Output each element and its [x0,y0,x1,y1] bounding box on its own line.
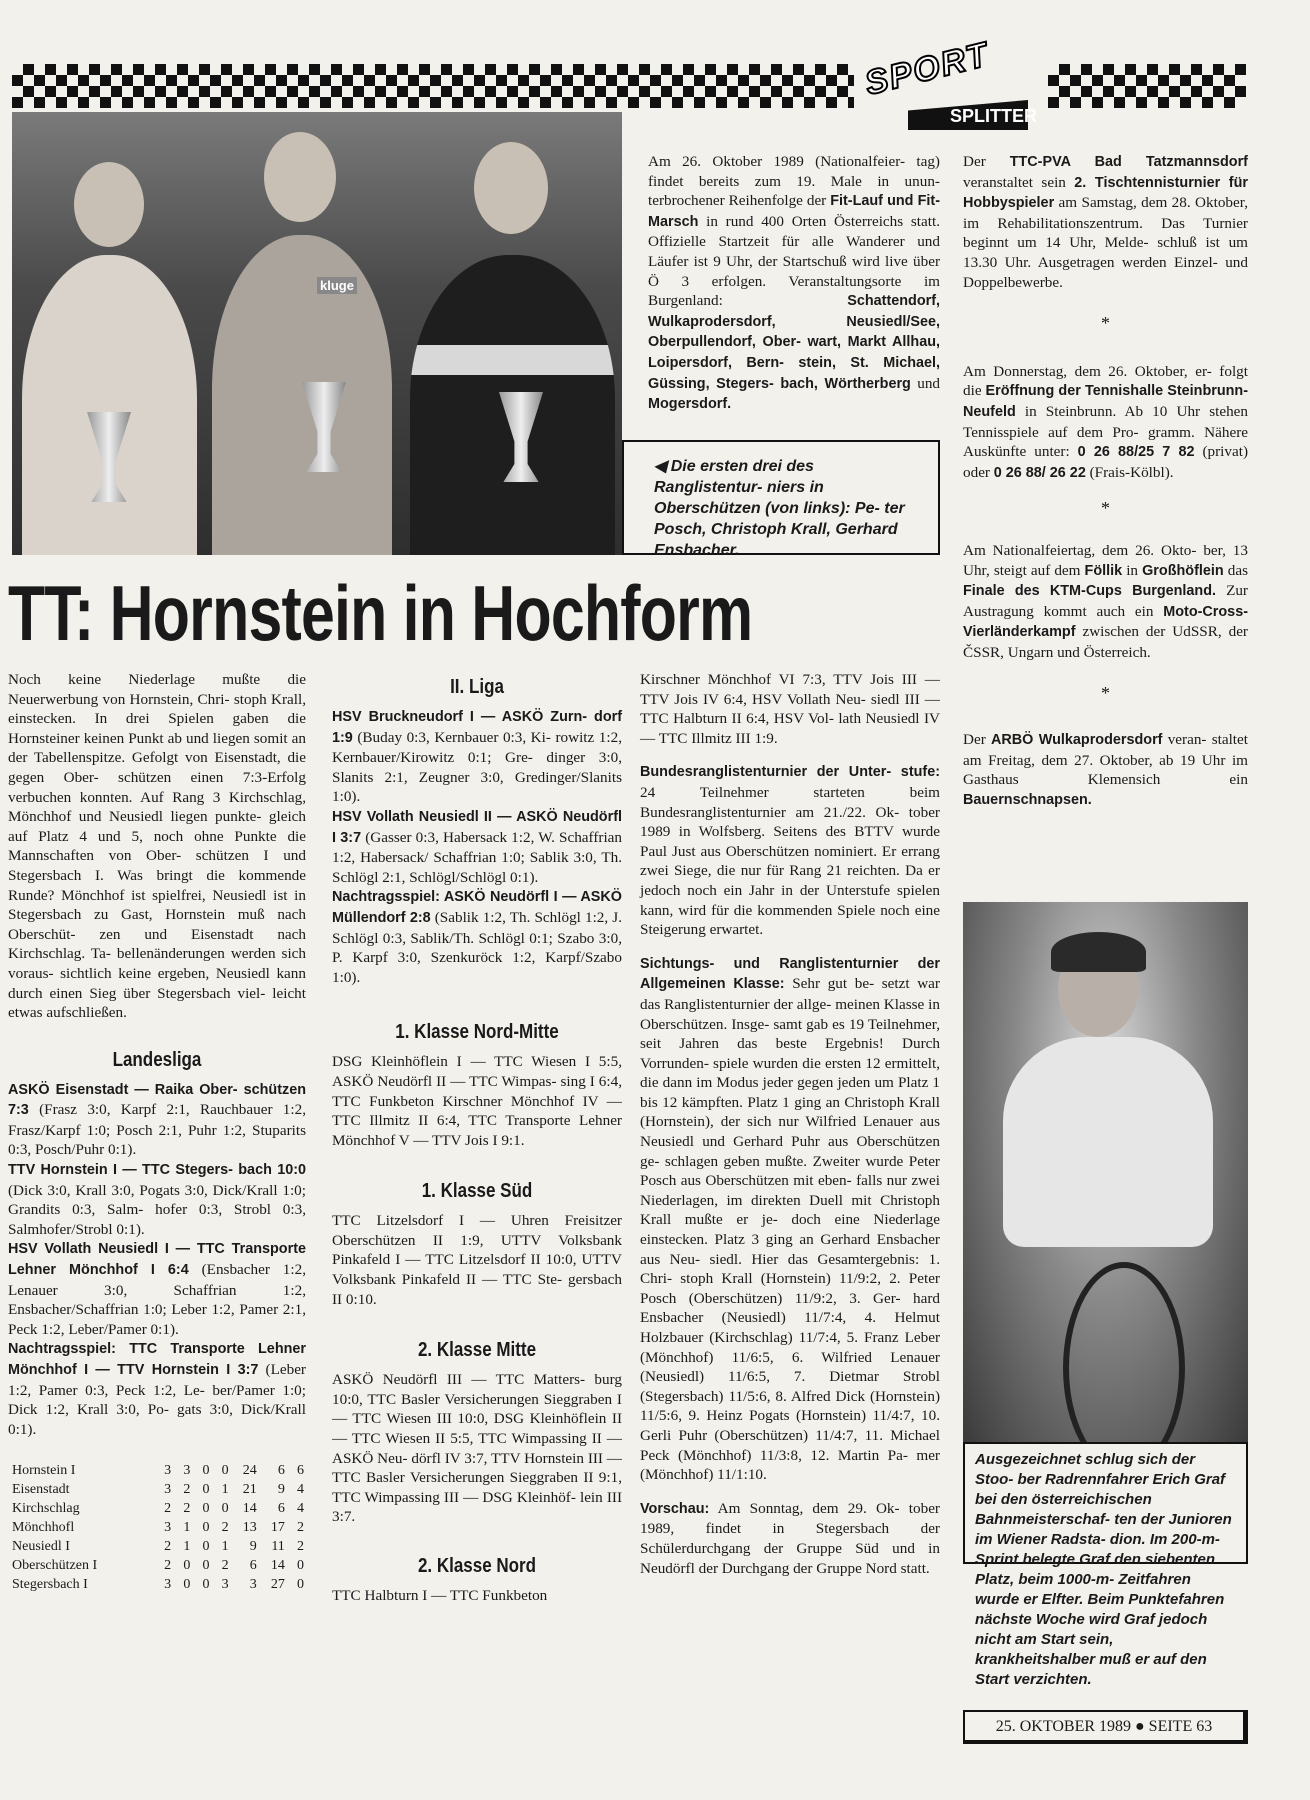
separator-star: * [1101,498,1110,519]
head-middle [264,132,336,222]
table-cell: 0 [202,1558,210,1574]
table-cell: 2 [297,1539,304,1555]
results-sued: TTC Litzelsdorf I — Uhren Freisitzer Oberschützen II 1:9, UTTV Volksbank Pinkafeld I — TTC Litzelsdorf II 10:0, UTTV Volksbank Pinkafeld II — TTC Ste- gersbach II 0:10. [332,1212,622,1308]
table-cell: 2 [221,1520,229,1536]
sport-splitter-logo [858,35,1038,130]
section-heading-2-nord: 2. Klasse Nord [417,1555,537,1577]
table-cell: 3 [164,1463,172,1479]
section-heading-ii-liga: II. Liga [450,676,504,698]
table-cell: 0 [183,1577,191,1593]
table-cell: 6 [297,1463,304,1479]
logo-sport-text: SPORT [861,35,994,103]
table-row [8,1499,308,1518]
column-3: Kirschner Mönchhof VI 7:3, TTV Jois III — TTV Jois IV 6:4, HSV Vollath Neu- siedl III — TTC Halbturn II 6:4, HSV Vol- lath Neusiedl IV — TTC Illmitz III 1:9. Bundesranglistenturnier der Unter- stufe: 24 Teilnehmer starteten beim Bundesranglistenturnier am 21./22. Ok- tober 1989 in Wolfsberg. Seitens des BTTV wurde Paul Just aus Oberschützen nominiert. Er errang zwei Siege, die nur für Rang 21 reichten. Da er jedoch noch ein Jahr in der Unterstufe spielen kann, wird für die kommenden Spiele noch eine Steigerung erwartet. Sichtungs- und Ranglistenturnier der Allgemeinen Klasse: Sehr gut be- setzt war das Ranglistenturnier der allge- meinen Klasse in Oberschützen. Insge- samt gab es 19 Teilnehmer, seit Jahren das beste Ergebnis! Durch Vorrunden- spiele wurden die ersten 12 ermittelt, die dann im Modus jeder gegen jeden um Platz 1 bis 12 kämpften. Platz 1 ging an Christoph Krall (Hornstein), der sich nur Wilfried Lenauer aus Neusiedl und Gerhard Puhr aus Oberschützen ge- schlagen geben mußte. Zweiter wurde Peter Posch aus Oberschützen mit eben- falls nur zwei Niederlagen, im direkten Duell mit Christoph Krall mußte er je- doch eine Niederlage einstecken. Platz 3 ging an Gerhard Ensbacher aus Neu- siedl. Hier das Gesamtergebnis: 1. Chri- stoph Krall (Hornstein) 11/9:2, 2. Peter Posch (Oberschützen) 11/9:2, 3. Ger- hard Ensbacher (Neusiedl) 11/7:4, 4. Helmut Holzbauer (Kirchschlag) 11/7:4, 5. Franz Leber (Mönchhof) 11/6:5, 6. Wilfried Lenauer (Neusiedl) 11/6:5, 7. Dietmar Strobl (Stegersbach) 11/5:6, 8. Alfred Dick (Hornstein) 11/5:6, 9. Heinz Pogats (Hornstein) 11/4:7, 10. Gerli Puhr (Oberschützen) 11/4:7, 11. Michael Peck (Mönchhof) 11/3:8, 12. Martin Pa- mer (Mönchhof) 11/1:10. Vorschau: Am Sonntag, dem 29. Ok- tober 1989, findet in Stegersbach der Schülerdurchgang der Gruppe Süd und in Neudörfl der Durchgang der Gruppe Nord statt. [640,671,940,1577]
results-2-nord: TTC Halbturn I — TTC Funkbeton [332,1587,548,1604]
team-name: Mönchhofl [12,1520,75,1536]
table-cell: 3 [221,1577,229,1593]
table-cell: 9 [277,1482,285,1498]
table-cell: 6 [277,1501,285,1517]
table-cell: 0 [183,1558,191,1574]
table-cell: 2 [297,1520,304,1536]
table-cell: 14 [270,1558,285,1574]
table-row [8,1556,308,1575]
table-cell: 3 [183,1463,191,1479]
photo1-caption: ◀ Die ersten drei des Ranglistentur- niers in Oberschützen (von links): Pe- ter Posch, Christoph Krall, Gerhard Ensbacher. [622,440,940,555]
table-cell: 27 [270,1577,285,1593]
table-cell: 13 [242,1520,257,1536]
results-nord-mitte: DSG Kleinhöflein I — TTC Wiesen I 5:5, ASKÖ Neudörfl II — TTC Wimpas- sing I 6:4, TTC Funkbeton Kirschner Mönchhof IV — TTC Illmitz II 6:4, TTC Transporte Lehner Mönchhof V — TTV Jois I 9:1. [332,1053,622,1149]
team-name: Oberschützen I [12,1558,98,1574]
team-name: Stegersbach I [12,1577,88,1593]
bicycle-wheel [1063,1262,1185,1442]
table-cell: 4 [297,1501,304,1517]
person-middle [212,235,392,555]
table-cell: 2 [221,1558,229,1574]
page-title: TT: Hornstein in Hochform [8,569,753,657]
checker-bar-right [1048,64,1246,108]
table-cell: 2 [183,1501,191,1517]
table-cell: 9 [249,1539,257,1555]
table-cell: 6 [249,1558,257,1574]
results-2-mitte: ASKÖ Neudörfl III — TTC Matters- burg 10:0, TTC Basler Versicherungen Sieggraben I — TTC Wiesen III 10:0, DSG Kleinhöflein II — TTC Wiesen II 5:5, TTC Wimpassing II — ASKÖ Neu- dörfl IV 3:7, TTV Hornstein III — TTC Basler Versicherungen Sieggraben II 9:1, TTC Wimpassing III — DSG Kleinhöf- lein III 3:7. [332,1371,622,1526]
section-heading-2-mitte: 2. Klasse Mitte [417,1339,537,1362]
table-cell: 1 [221,1539,229,1555]
head-right [474,142,548,234]
table-cell: 3 [164,1577,172,1593]
table-cell: 2 [183,1482,191,1498]
person-left [22,255,197,555]
column-2: II. Liga HSV Bruckneudorf I — ASKÖ Zurn- dorf 1:9 (Buday 0:3, Kernbauer 0:3, Ki- rowitz 1:2, Kernbauer/Kirowitz 0:1; Gre- dinger 3:0, Slanits 2:1, Zeugner 3:0, Gredinger/Slanits 1:0). HSV Vollath Neusiedl II — ASKÖ Neudörfl I 3:7 (Gasser 0:3, Habersack 1:2, W. Schaffrian 1:2, Habersack/ Schaffrian 1:0; Sablik 3:0, Th. Schlögl 2:1, Schlögl/Schlögl 0:1). Nachtragsspiel: ASKÖ Neudörfl I — ASKÖ Müllendorf 2:8 (Sablik 1:2, Th. Schlögl 1:2, J. Schlögl 0:3, Sablik/Th. Schlögl 0:1; Szabo 3:0, P. Karpf 3:0, Szenkuröck 1:2, Karpf/Szabo 1:0). 1. Klasse Nord-Mitte DSG Kleinhöflein I — TTC Wiesen I 5:5, ASKÖ Neudörfl II — TTC Wimpas- sing I 6:4, TTC Funkbeton Kirschner Mönchhof IV — TTC Illmitz II 6:4, TTC Transporte Lehner Mönchhof V — TTV Jois I 9:1. 1. Klasse Süd TTC Litzelsdorf I — Uhren Freisitzer Oberschützen II 1:9, UTTV Volksbank Pinkafeld I — TTC Litzelsdorf II 10:0, UTTV Volksbank Pinkafeld II — TTC Ste- gersbach II 0:10. 2. Klasse Mitte ASKÖ Neudörfl III — TTC Matters- burg 10:0, TTC Basler Versicherungen Sieggraben I — TTC Wiesen III 10:0, DSG Kleinhöflein II — TTC Wiesen II 5:5, TTC Wimpassing II — ASKÖ Neu- dörfl IV 3:7, TTV Hornstein III — TTC Basler Versicherungen Sieggraben II 9:1, TTC Wimpassing III — DSG Kleinhöf- lein III 3:7. 2. Klasse Nord TTC Halbturn I — TTC Funkbeton [332,676,623,1604]
right-column: Der TTC-PVA Bad Tatzmannsdorf veranstaltet sein 2. Tischtennisturnier für Hobbyspieler am Samstag, dem 28. Oktober, im Rehabilitationszentrum. Das Turnier beginnt um 14 Uhr, Melde- schluß ist um 13.30 Uhr. Ausgetragen werden Einzel- und Doppelbewerbe. * Am Donnerstag, dem 26. Oktober, er- folgt die Eröffnung der Tennishalle Steinbrunn-Neufeld in Steinbrunn. Ab 10 Uhr stehen Tennisspiele auf dem Pro- gramm. Nähere Auskünfte unter: 0 26 88/25 7 82 (privat) oder 0 26 88/ 26 22 (Frais-Kölbl). * Am Nationalfeiertag, dem 26. Okto- ber, 13 Uhr, steigt auf dem Föllik in Großhöflein das Finale des KTM-Cups Burgenland. Zur Austragung kommt auch ein Moto-Cross-Vierländerkampf zwischen der UdSSR, der ČSSR, Ungarn und Österreich. * Der ARBÖ Wulkaprodersdorf veran- staltet am Freitag, dem 27. Oktober, ab 19 Uhr im Gasthaus Klemensich ein Bauernschnapsen. [963,153,1248,808]
page-footer: 25. OKTOBER 1989 ● SEITE 63 [963,1710,1248,1744]
table-cell: 3 [164,1482,172,1498]
table-cell: 14 [242,1501,257,1517]
section-heading-sued: 1. Klasse Süd [421,1180,533,1203]
table-cell: 2 [164,1539,172,1555]
table-cell: 0 [202,1577,210,1593]
table-cell: 0 [221,1501,229,1517]
table-cell: 6 [277,1463,285,1479]
cyclist-helmet [1051,932,1146,972]
photo-table-tennis-winners [12,112,622,555]
table-cell: 1 [221,1482,229,1498]
team-name: Hornstein I [12,1463,76,1479]
table-cell: 1 [183,1520,191,1536]
table-cell: 3 [249,1577,257,1593]
photo2-caption: Ausgezeichnet schlug sich der Stoo- ber Radrennfahrer Erich Graf bei den österreichischen Bahnmeisterschaf- ten der Junioren im Wiener Radsta- dion. Im 200-m-Sprint belegte Graf den siebenten Platz, beim 1000-m- Zeitfahren wurde er Elfter. Beim Punktefahren nächste Woche wird Graf jedoch nicht am Start sein, krankheitshalber muß er auf den Start verzichten. [963,1442,1248,1564]
team-name: Kirchschlag [12,1501,80,1517]
table-cell: 1 [183,1539,191,1555]
section-heading-nord-mitte: 1. Klasse Nord-Mitte [395,1021,559,1044]
table-row [8,1518,308,1537]
fit-lauf-article: Am 26. Oktober 1989 (Nationalfeier- tag) findet bereits zum 19. Male in unun- terbrochener Reihenfolge der Fit-Lauf und Fit-Marsch in rund 400 Orten Österreichs statt. Offizielle Startzeit für alle Wanderer und Läufer ist 9 Uhr, der Startschuß wird live über Ö 3 erfolgen. Veranstaltungsorte im Burgenland: Schattendorf, Wulkaprodersdorf, Neusiedl/See, Oberpullendorf, Ober- wart, Markt Allhau, Loipersdorf, Bern- stein, St. Michael, Güssing, Stegers- bach, Wörtherberg und Mogersdorf. [648,153,941,413]
team-name: Eisenstadt [12,1482,70,1498]
table-cell: 0 [202,1539,210,1555]
cyclist-body [1003,1037,1213,1247]
table-cell: 3 [164,1520,172,1536]
table-cell: 4 [297,1482,304,1498]
table-cell: 21 [242,1482,257,1498]
intro-paragraph: Noch keine Niederlage mußte die Neuerwerbung von Hornstein, Chri- stoph Krall, einstecken. In drei Spielen gaben die Hornsteiner keinen Punkt ab und liegen somit an der Tabellenspitze. Gefolgt von Eisenstadt, die gegen Ober- schützen einen 7:3-Erfolg verbuchen konnten. Auf Rang 3 Kirchschlag, Mönchhof und Neusiedl liegen punkte- gleich auf Platz 4 und 5, noch ohne Punkte die Mannschaften von Ober- schützen I und Stegersbach I. Was bringt die kommende Runde? Mönchhof ist spielfrei, Neusiedl ist in Stegersbach zu Gast, Hornstein muß nach Oberschüt- zen und Eisenstadt nach Kirchschlag. Ta- bellenänderungen werden sich voraus- sichtlich keine ergeben, Neusiedl kann durch einen Sieg über Stegersbach viel- leicht etwas aufschließen. [8,671,306,1022]
table-cell: 2 [164,1558,172,1574]
table-row [8,1575,308,1594]
checker-bar-left [12,64,854,108]
logo-splitter-text: SPLITTER [950,106,1038,126]
table-cell: 24 [242,1463,257,1479]
table-cell: 0 [202,1463,210,1479]
table-cell: 0 [297,1558,304,1574]
table-row [8,1461,308,1480]
table-row [8,1537,308,1556]
standings-table [8,1461,308,1594]
results-continued: Kirschner Mönchhof VI 7:3, TTV Jois III — TTV Jois IV 6:4, HSV Vollath Neu- siedl III — TTC Halbturn II 6:4, HSV Vol- lath Neusiedl IV — TTC Illmitz III 1:9. [640,671,940,747]
table-cell: 0 [202,1520,210,1536]
table-cell: 0 [221,1463,229,1479]
team-name: Neusiedl I [12,1539,70,1555]
photo-cyclist [963,902,1248,1442]
table-row [8,1480,308,1499]
column-1: Noch keine Niederlage mußte die Neuerwerbung von Hornstein, Chri- stoph Krall, einstecken. In drei Spielen gaben die Hornsteiner keinen Punkt ab und liegen somit an der Tabellenspitze. Gefolgt von Eisenstadt, die gegen Ober- schützen einen 7:3-Erfolg verbuchen konnten. Auf Rang 3 Kirchschlag, Mönchhof und Neusiedl liegen punkte- gleich auf Platz 4 und 5, noch ohne Punkte die Mannschaften von Ober- schützen I und Stegersbach I. Was bringt die kommende Runde? Mönchhof ist spielfrei, Neusiedl ist in Stegersbach zu Gast, Hornstein muß nach Oberschüt- zen und Eisenstadt nach Kirchschlag. Ta- bellenänderungen werden sich voraus- sichtlich keine ergeben, Neusiedl kann durch einen Sieg über Stegersbach viel- leicht etwas aufschließen. Landesliga ASKÖ Eisenstadt — Raika Ober- schützen 7:3 (Frasz 3:0, Karpf 2:1, Rauchbauer 1:2, Frasz/Karpf 1:0; Posch 2:1, Puhr 1:2, Stuparits 0:3, Posch/Puhr 0:1). TTV Hornstein I — TTC Stegers- bach 10:0 (Dick 3:0, Krall 3:0, Pogats 3:0, Dick/Krall 1:0; Grandits 0:3, Salm- hofer 0:3, Strobl 0:3, Salmhofer/Strobl 0:1). HSV Vollath Neusiedl I — TTC Transporte Lehner Mönchhof I 6:4 (Ensbacher 1:2, Lenauer 3:0, Schaffrian 1:2, Ensbacher/Schaffrian 1:0; Leber 1:2, Pamer 2:1, Peck 1:2, Leber/Pamer 0:1). Nachtragsspiel: TTC Transporte Lehner Mönchhof I — TTV Hornstein I 3:7 (Leber 1:2, Pamer 0:3, Peck 1:2, Le- ber/Pamer 1:0; Dick 1:2, Krall 3:0, Po- gats 3:0, Dick/Krall 0:1). Hornstein I 3 3 0 0 24 6 6 Eisenstadt 3 2 0 1 21 9 4 Kirchschlag 2 2 0 0 14 6 4 Mönchhofl 3 1 0 2 13 17 2 Neusiedl I 2 1 0 1 9 11 2 Oberschützen I 2 0 0 2 6 14 0 Stegersbach I 3 0 0 3 3 27 0 [8,671,306,1593]
table-cell: 0 [202,1501,210,1517]
table-cell: 2 [164,1501,172,1517]
separator-star: * [1101,683,1110,704]
table-cell: 0 [297,1577,304,1593]
head-left [74,162,144,247]
shirt-logo-text: kluge [317,277,357,294]
table-cell: 17 [270,1520,285,1536]
section-heading-landesliga: Landesliga [112,1048,202,1071]
separator-star: * [1101,313,1110,334]
table-cell: 11 [271,1539,285,1555]
table-cell: 0 [202,1482,210,1498]
